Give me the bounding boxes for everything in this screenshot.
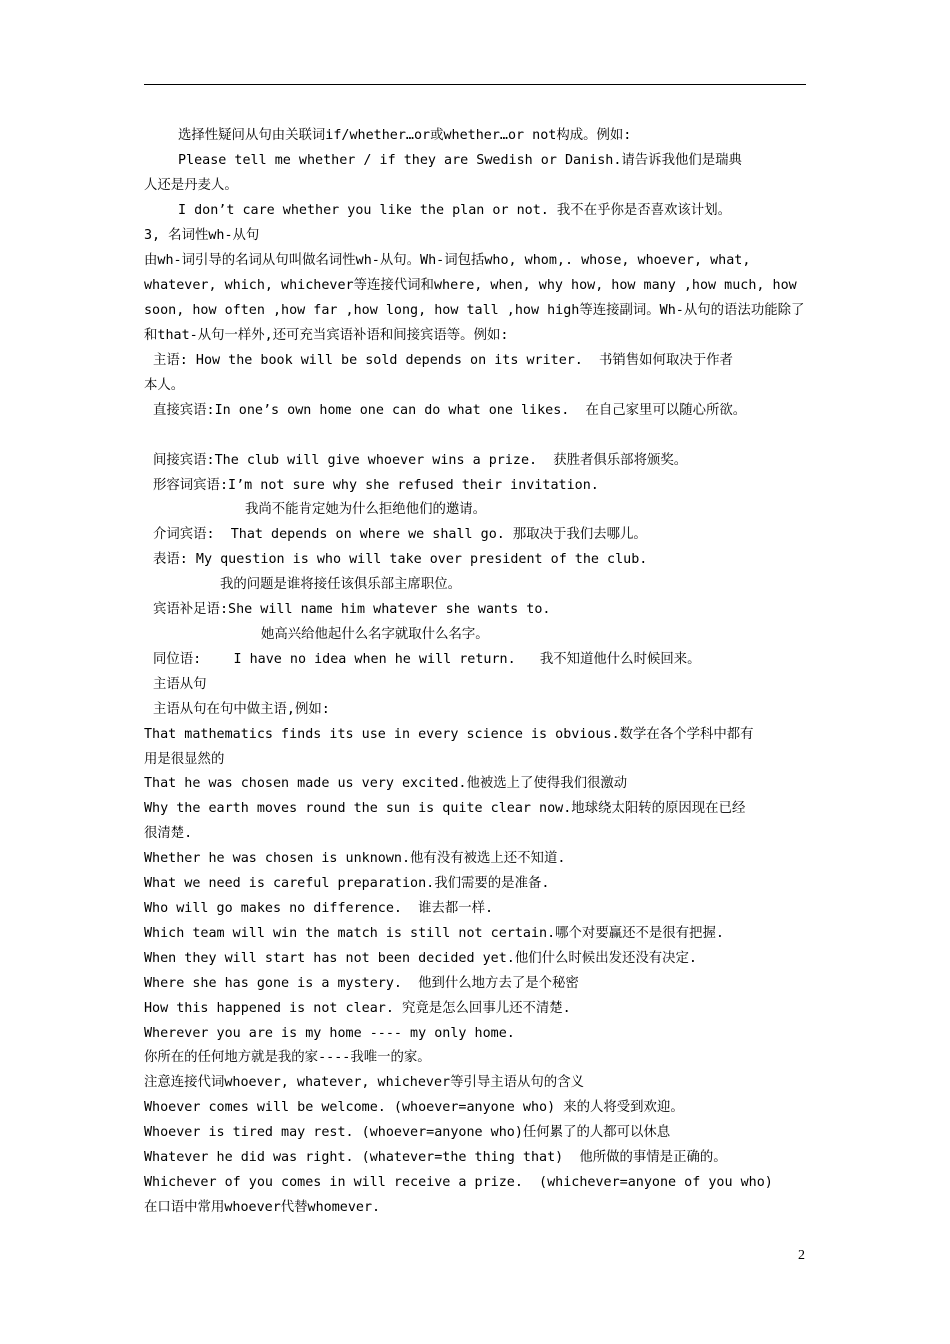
text-line: 很清楚. bbox=[144, 826, 193, 841]
text-line: 和that-从句一样外,还可充当宾语补语和间接宾语等。例如: bbox=[144, 328, 509, 343]
text-line: whatever, which, whichever等连接代词和where, when, why how, how many ,how much, how bbox=[144, 278, 797, 293]
text-line: Whichever of you comes in will receive a prize. (whichever=anyone of you who) bbox=[144, 1175, 773, 1190]
text-line: 本人。 bbox=[144, 378, 185, 393]
text-line: 由wh-词引导的名词从句叫做名词性wh-从句。Wh-词包括who, whom,. whose, whoever, what, bbox=[144, 253, 751, 268]
text-line: Where she has gone is a mystery. 他到什么地方去了是个秘密 bbox=[144, 976, 579, 991]
text-line: How this happened is not clear. 究竟是怎么回事儿还不清楚. bbox=[144, 1001, 571, 1016]
text-line: soon, how often ,how far ,how long, how tall ,how high等连接副词。Wh-从句的语法功能除了 bbox=[144, 303, 805, 318]
text-line: That mathematics finds its use in every science is obvious.数学在各个学科中都有 bbox=[144, 727, 754, 742]
section-heading: 3, 名词性wh-从句 bbox=[144, 228, 260, 243]
text-line: 我的问题是谁将接任该俱乐部主席职位。 bbox=[220, 577, 462, 592]
text-line: That he was chosen made us very excited.他被选上了使得我们很激动 bbox=[144, 776, 628, 791]
text-line: When they will start has not been decided yet.他们什么时候出发还没有决定. bbox=[144, 951, 697, 966]
header-rule bbox=[144, 84, 806, 85]
text-line: 宾语补足语:She will name him whatever she wants to. bbox=[153, 602, 551, 617]
text-line: I don’t care whether you like the plan or not. 我不在乎你是否喜欢该计划。 bbox=[178, 203, 731, 218]
text-line: Who will go makes no difference. 谁去都一样. bbox=[144, 901, 494, 916]
text-line: 同位语: I have no idea when he will return. 我不知道他什么时候回来。 bbox=[153, 652, 701, 667]
text-line: 表语: My question is who will take over president of the club. bbox=[153, 552, 648, 567]
text-line: Which team will win the match is still not certain.哪个对要赢还不是很有把握. bbox=[144, 926, 724, 941]
text-line: 我尚不能肯定她为什么拒绝他们的邀请。 bbox=[245, 502, 487, 517]
text-line: 介词宾语: That depends on where we shall go. 那取决于我们去哪儿。 bbox=[153, 527, 647, 542]
text-line: 形容词宾语:I’m not sure why she refused their invitation. bbox=[153, 478, 599, 493]
text-line: 人还是丹麦人。 bbox=[144, 178, 238, 193]
text-line: Please tell me whether / if they are Swedish or Danish.请告诉我他们是瑞典 bbox=[178, 153, 742, 168]
text-line: 间接宾语:The club will give whoever wins a prize. 获胜者俱乐部将颁奖。 bbox=[153, 453, 688, 468]
text-line: Whoever comes will be welcome. (whoever=anyone who) 来的人将受到欢迎。 bbox=[144, 1100, 684, 1115]
text-line: 选择性疑问从句由关联词if/whether…or或whether…or not构成。例如: bbox=[178, 128, 632, 143]
text-line: 主语从句在句中做主语,例如: bbox=[153, 702, 330, 717]
text-line: What we need is careful preparation.我们需要的是准备. bbox=[144, 876, 550, 891]
text-line: Whether he was chosen is unknown.他有没有被选上还不知道. bbox=[144, 851, 566, 866]
text-line: Wherever you are is my home ---- my only home. bbox=[144, 1026, 515, 1041]
text-line: Why the earth moves round the sun is quite clear now.地球绕太阳转的原因现在已经 bbox=[144, 801, 746, 816]
text-line: Whoever is tired may rest. (whoever=anyone who)任何累了的人都可以休息 bbox=[144, 1125, 671, 1140]
text-line: 你所在的任何地方就是我的家----我唯一的家。 bbox=[144, 1050, 431, 1065]
page-number: 2 bbox=[798, 1248, 805, 1263]
text-line: 直接宾语:In one’s own home one can do what one likes. 在自己家里可以随心所欲。 bbox=[153, 403, 747, 418]
text-line: 注意连接代词whoever, whatever, whichever等引导主语从句的含义 bbox=[144, 1075, 584, 1090]
text-line: 用是很显然的 bbox=[144, 752, 225, 767]
text-line: Whatever he did was right. (whatever=the thing that) 他所做的事情是正确的。 bbox=[144, 1150, 727, 1165]
text-line: 主语: How the book will be sold depends on its writer. 书销售如何取决于作者 bbox=[153, 353, 733, 368]
text-line: 她高兴给他起什么名字就取什么名字。 bbox=[261, 627, 489, 642]
text-line: 在口语中常用whoever代替whomever. bbox=[144, 1200, 381, 1215]
section-heading: 主语从句 bbox=[153, 677, 207, 692]
